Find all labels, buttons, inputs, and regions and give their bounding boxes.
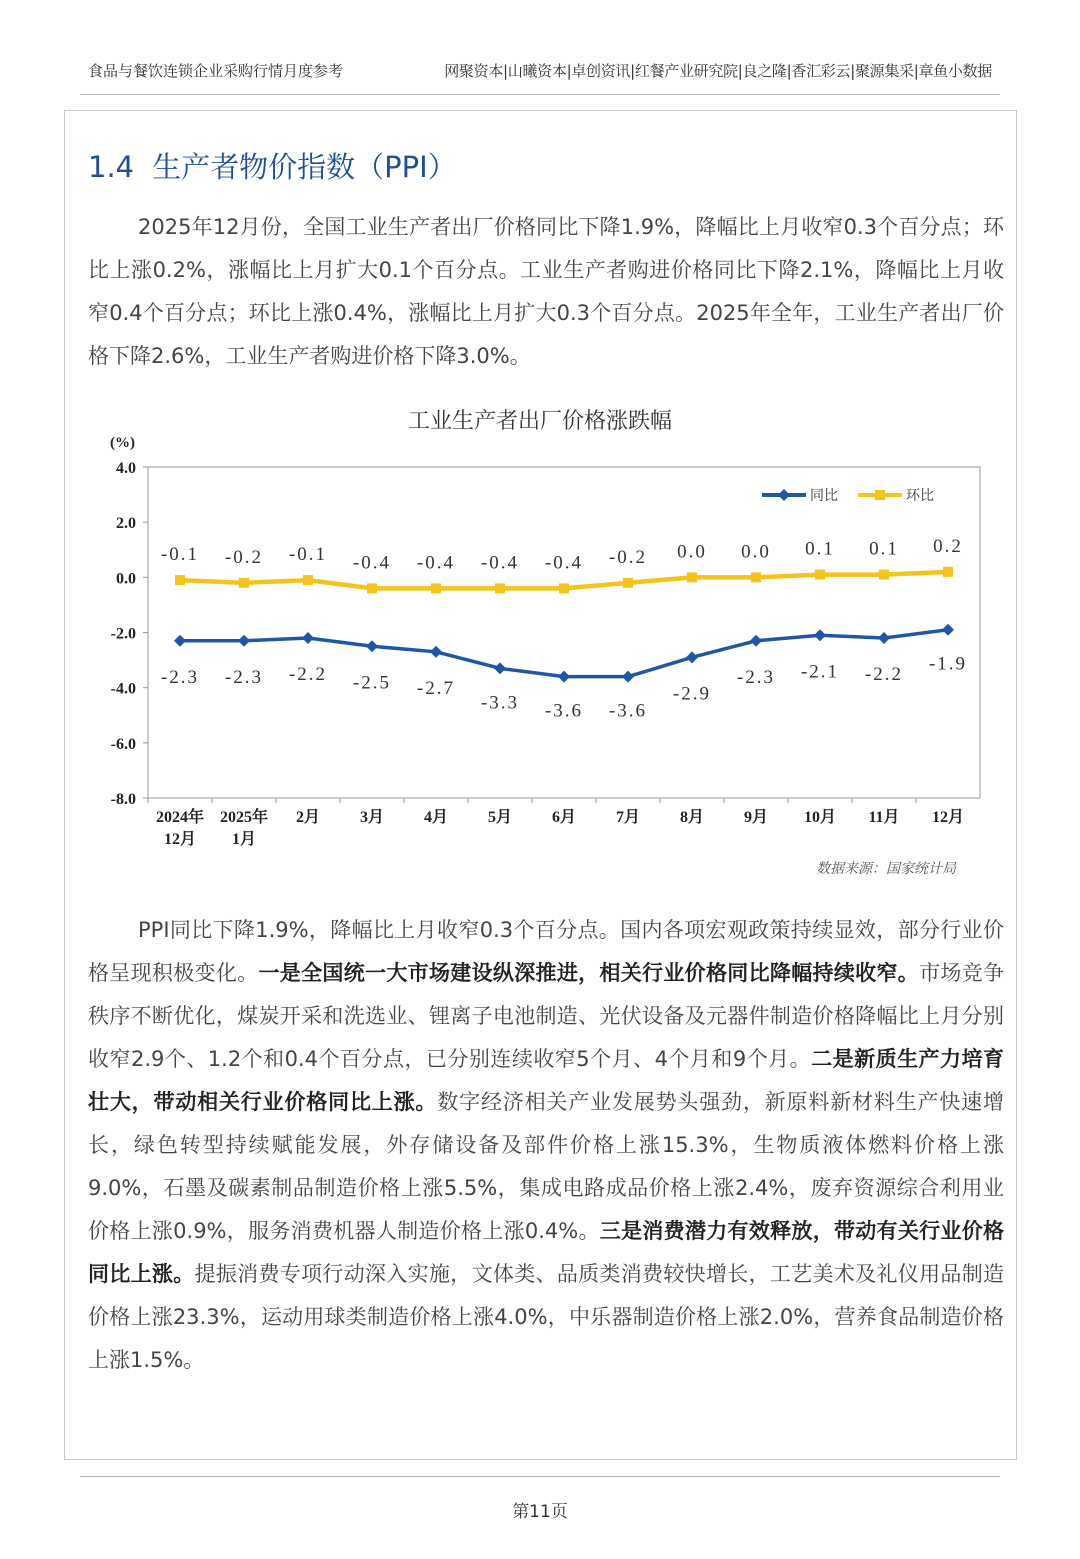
mom-data-label: 0.0 <box>741 541 771 563</box>
mom-point <box>559 583 569 593</box>
x-tick-label: 12月 <box>163 831 197 848</box>
yoy-data-label: -2.3 <box>160 666 200 688</box>
mom-data-label: 0.0 <box>677 541 707 563</box>
yoy-point <box>366 640 378 652</box>
yoy-data-label: -2.9 <box>672 683 712 705</box>
y-tick-label: -8.0 <box>110 791 136 808</box>
y-tick-label: 4.0 <box>116 460 136 477</box>
mom-point <box>303 575 313 585</box>
analysis-text-2: 市场竞争秩序不断优化，煤炭开采和洗选业、锂离子电池制造、光伏设备及元器件制造价格降幅比上月分别收窄2.9个、1.2个和0.4个百分点，已分别连续收窄5个月、4个月和9个月。 <box>88 961 1005 1071</box>
mom-data-label: -0.4 <box>544 552 584 574</box>
mom-data-label: -0.4 <box>416 552 456 574</box>
mom-data-label: -0.4 <box>352 552 392 574</box>
yoy-point <box>302 632 314 644</box>
mom-data-label: -0.1 <box>160 544 200 566</box>
x-tick-label: 7月 <box>615 809 641 826</box>
y-tick-label: -6.0 <box>110 735 136 753</box>
y-tick-label: 2.0 <box>116 515 136 533</box>
yoy-point <box>686 651 698 663</box>
chart-title: 工业生产者出厂价格涨跌幅 <box>407 409 672 434</box>
mom-point <box>879 570 889 580</box>
mom-point <box>239 578 249 588</box>
intro-paragraph <box>88 206 1004 378</box>
y-tick-label: -2.0 <box>110 625 136 643</box>
header-partners: 网聚资本|山曦资本|卓创资讯|红餐产业研究院|良之隆|香汇彩云|聚源集采|章鱼小数据 <box>444 62 992 80</box>
legend-label-yoy: 同比 <box>810 488 838 504</box>
analysis-paragraph <box>88 909 1004 1382</box>
yoy-data-label: -2.7 <box>416 677 456 699</box>
legend-marker-mom <box>875 490 885 500</box>
analysis-text-4: 提振消费专项行动深入实施，文体类、品质类消费较快增长，工艺美术及礼仪用品制造价格上涨23.3%，运动用球类制造价格上涨4.0%，中乐器制造价格上涨2.0%，营养食品制造价格上涨1.5%。 <box>88 1262 1005 1372</box>
mom-point <box>623 578 633 588</box>
data-source: 数据来源：国家统计局 <box>816 861 956 877</box>
yoy-point <box>238 635 250 647</box>
analysis-bold-1: 一是全国统一大市场建设纵深推进，相关行业价格同比降幅持续收窄。 <box>258 961 920 985</box>
x-tick-label: 3月 <box>359 809 385 826</box>
yoy-point <box>622 671 634 683</box>
yoy-data-label: -3.6 <box>544 700 584 722</box>
x-tick-label: 2024年 <box>155 809 205 826</box>
yoy-data-label: -2.5 <box>352 672 392 694</box>
mom-point <box>943 567 953 577</box>
x-tick-label: 6月 <box>551 809 577 826</box>
section-number: 1.4 <box>88 150 135 184</box>
x-tick-label: 4月 <box>423 809 449 826</box>
yoy-data-label: -1.9 <box>928 653 968 675</box>
legend-label-mom: 环比 <box>906 488 934 504</box>
yoy-point <box>558 671 570 683</box>
x-tick-label: 8月 <box>679 809 705 826</box>
page-header <box>88 60 992 88</box>
mom-point <box>495 583 505 593</box>
yoy-point <box>750 635 762 647</box>
footer-divider <box>80 1476 1000 1477</box>
mom-point <box>751 572 761 582</box>
analysis-bold-2: 二是新质生产力培育壮大，带动相关行业价格同比上涨。 <box>88 1047 1005 1114</box>
yoy-data-label: -2.2 <box>288 664 328 686</box>
legend-marker-yoy <box>778 489 790 501</box>
mom-point <box>431 583 441 593</box>
header-report-title: 食品与餐饮连锁企业采购行情月度参考 <box>88 62 344 80</box>
section-heading <box>88 145 457 186</box>
mom-point <box>175 575 185 585</box>
yoy-data-label: -2.3 <box>224 666 264 688</box>
x-tick-label: 2025年 <box>219 809 269 826</box>
yoy-point <box>878 632 890 644</box>
intro-paragraph-text: 2025年12月份，全国工业生产者出厂价格同比下降1.9%，降幅比上月收窄0.3个百分点；环比上涨0.2%，涨幅比上月扩大0.1个百分点。工业生产者购进价格同比下降2.1%，降幅比上月收窄0.4个百分点；环比上涨0.4%，涨幅比上月扩大0.3个百分点。2025年全年，工业生产者出厂价格下降2.6%，工业生产者购进价格下降3.0%。 <box>88 215 1004 368</box>
mom-data-label: -0.4 <box>480 552 520 574</box>
mom-point <box>815 570 825 580</box>
x-tick-label: 10月 <box>803 809 837 826</box>
yoy-data-label: -2.3 <box>736 666 776 688</box>
mom-data-label: 0.1 <box>869 538 899 560</box>
x-tick-label: 2月 <box>295 809 321 826</box>
page-number: 第11页 <box>512 1502 568 1522</box>
yoy-data-label: -3.6 <box>608 700 648 722</box>
mom-data-label: -0.2 <box>224 546 264 568</box>
mom-data-label: 0.2 <box>933 535 963 557</box>
mom-point <box>367 583 377 593</box>
yoy-point <box>942 624 954 636</box>
mom-data-label: 0.1 <box>805 538 835 560</box>
y-tick-label: 0.0 <box>116 570 136 588</box>
mom-data-label: -0.1 <box>288 544 328 566</box>
mom-data-label: -0.2 <box>608 546 648 568</box>
yoy-point <box>814 629 826 641</box>
mom-point <box>687 572 697 582</box>
yoy-point <box>430 646 442 658</box>
section-title-text: 生产者物价指数（PPI） <box>152 150 457 184</box>
analysis-text-3: 数字经济相关产业发展势头强劲，新原料新材料生产快速增长，绿色转型持续赋能发展，外存储设备及部件价格上涨15.3%，生物质液体燃料价格上涨9.0%，石墨及碳素制品制造价格上涨5.5%，集成电路成品价格上涨2.4%，废弃资源综合利用业价格上涨0.9%，服务消费机器人制造价格上涨0.4%。 <box>88 1090 1005 1243</box>
plot-area <box>148 467 980 798</box>
yoy-point <box>494 662 506 674</box>
yoy-data-label: -3.3 <box>480 692 520 714</box>
yoy-data-label: -2.2 <box>864 664 904 686</box>
header-divider <box>80 94 1000 95</box>
x-tick-label: 9月 <box>743 809 769 826</box>
x-tick-label: 1月 <box>231 831 257 848</box>
analysis-text-1: PPI同比下降1.9%，降幅比上月收窄0.3个百分点。国内各项宏观政策持续显效，部分行业价格呈现积极变化。 <box>88 918 1004 985</box>
yoy-data-label: -2.1 <box>800 661 840 683</box>
ppi-line-chart <box>90 425 990 855</box>
y-tick-label: -4.0 <box>110 680 136 698</box>
yoy-point <box>174 635 186 647</box>
x-tick-label: 11月 <box>868 809 900 826</box>
y-axis-unit: (%) <box>110 435 135 451</box>
x-tick-label: 5月 <box>487 809 513 826</box>
x-tick-label: 12月 <box>931 809 965 826</box>
analysis-bold-3: 三是消费潜力有效释放，带动有关行业价格同比上涨。 <box>88 1219 1005 1286</box>
